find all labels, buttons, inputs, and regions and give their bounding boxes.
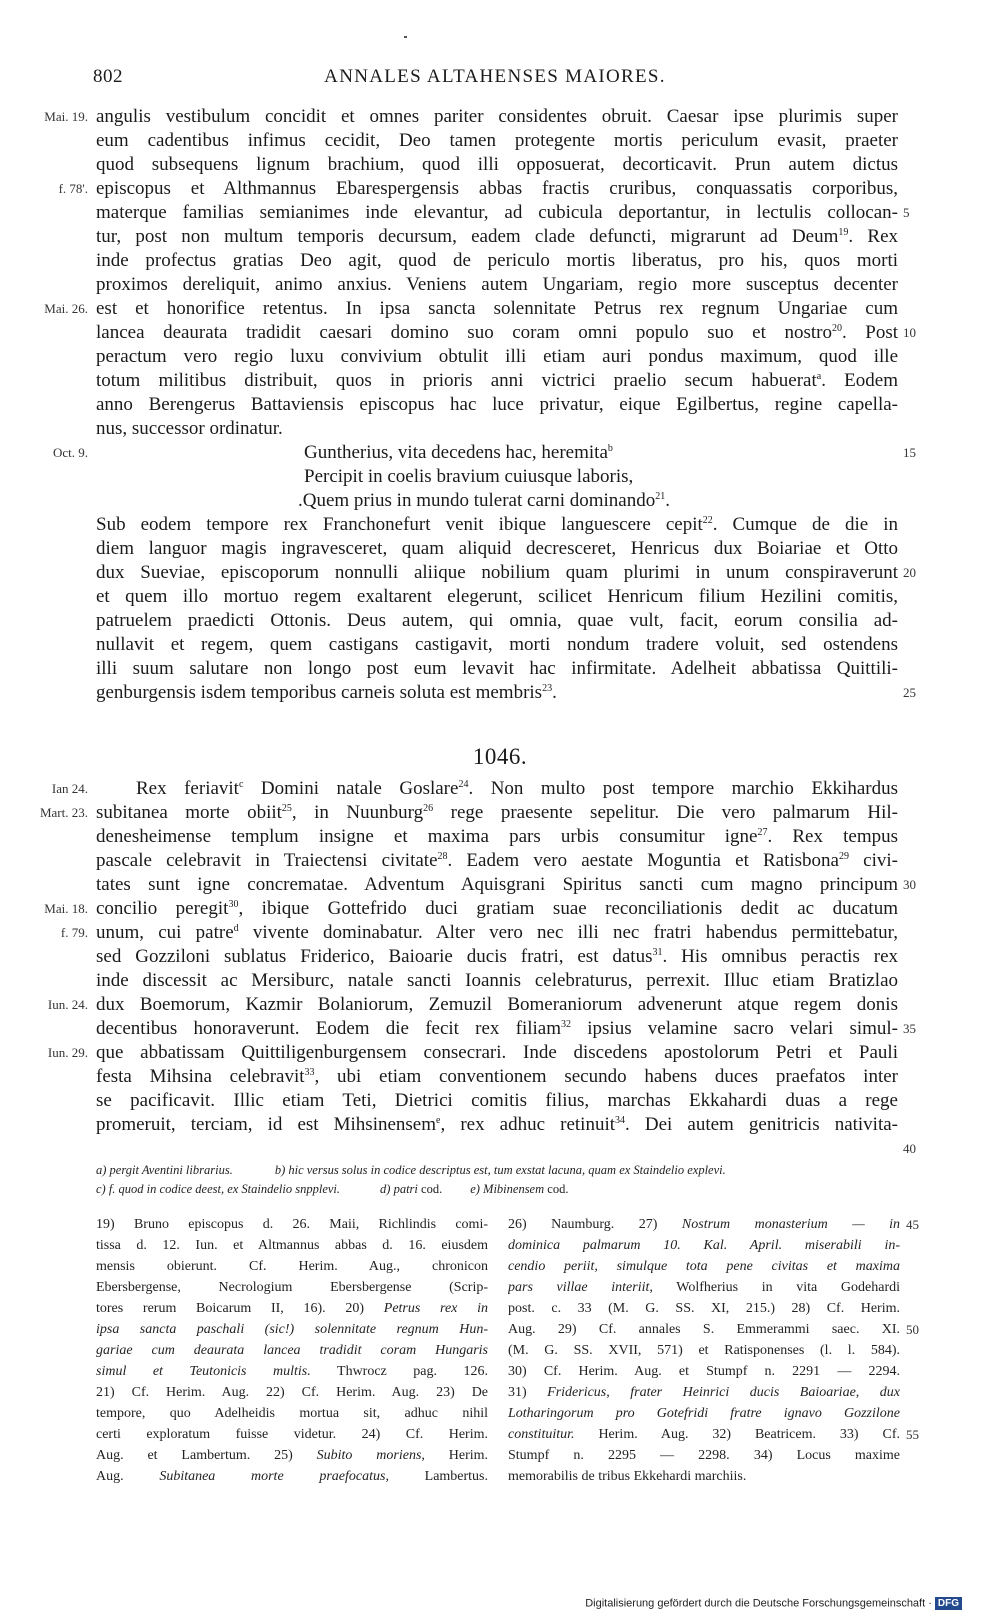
variant-note-line: a) pergit Aventini librarius. b) hic versus solus in codice descriptus est, tum exstat lacuna, quam ex Staindelio explevi. [96, 1163, 726, 1177]
footnote-line: post. c. 33 (M. G. SS. XI, 215.) 28) Cf. Herim. [508, 1301, 900, 1316]
text-line: promeruit, terciam, id est Mihsinensem$^e$, rex adhuc retinuit$^{34}$. Dei autem genitricis nativita- [96, 1114, 898, 1135]
text-line: dux Boemorum, Kazmir Bolaniorum, Zemuzil Bomeraniorum advenerunt atque regem donis [96, 994, 898, 1015]
footnote-line: 31) Fridericus, frater Heinrici ducis Baioariae, dux [508, 1385, 900, 1400]
line-number: 5 [903, 205, 910, 220]
footnote-line-number: 45 [906, 1217, 919, 1232]
footnote-line: tores rerum Boicarum II, 16). 20) Petrus rex in [96, 1301, 488, 1316]
footnote-line: cendio periit, simulque tota pene civitas et maxima [508, 1259, 900, 1274]
line-number: 35 [903, 1021, 916, 1036]
text-line: pascale celebravit in Traiectensi civitate$^{28}$. Eadem vero aestate Moguntia et Ratisbona$^{29}$ civi- [96, 850, 898, 871]
margin-date: f. 79. [60, 925, 88, 940]
text-line: eum cadentibus infimus cecidit, Deo tamen protegente mortis periculum evasit, praeter [96, 130, 898, 151]
text-line: dux Sueviae, episcoporum nonnulli aliique nobilium quam plurimi in unum conspiraverunt [96, 562, 898, 583]
line-number: 30 [903, 877, 916, 892]
year-heading: 1046. [472, 744, 528, 769]
text-line: materque familias semianimes inde elevantur, ad cubicula deportantur, in lectulis collocan- [96, 202, 898, 223]
line-number: 20 [903, 565, 916, 580]
verse-line: .Quem prius in mundo tulerat carni dominando$^{21}$. [298, 490, 670, 511]
page-number: 802 [93, 66, 123, 87]
text-line: Rex feriavit$^c$ Domini natale Goslare$^{24}$. Non multo post tempore marchio Ekkihardus [136, 778, 898, 799]
margin-date: Mai. 19. [44, 109, 88, 124]
text-line: quod subsequens lignum brachium, quod illi opposuerat, decorticavit. Prun autem dictus [96, 154, 898, 175]
text-line: sed Gozziloni sublatus Friderico, Baioarie ducis fratri, est datus$^{31}$. His omnibus peractis rex [96, 946, 898, 967]
footnote-line: Aug. et Lambertum. 25) Subito moriens, Herim. [96, 1448, 488, 1463]
footnote-line: dominica palmarum 10. Kal. April. miserabili in- [508, 1238, 900, 1253]
text-line: que abbatissam Quittiligenburgensem consecrari. Inde discedens apostolorum Petri et Pauli [96, 1042, 898, 1063]
footnote-line: tempore, quo Adelheidis mortua sit, adhuc nihil [96, 1406, 488, 1421]
line-number: 10 [903, 325, 916, 340]
footnote-line: Lotharingorum pro Gotefridi fratre ignavo Gozzilone [508, 1406, 900, 1421]
margin-date: Iun. 29. [47, 1045, 88, 1060]
page-header [93, 66, 897, 96]
running-title: ANNALES ALTAHENSES MAIORES. [324, 66, 666, 87]
footnote-line: constituitur. Herim. Aug. 32) Beatricem. 33) Cf. [508, 1427, 900, 1442]
text-line: se pacificavit. Illic etiam Teti, Dietrici comitis filius, marchas Ekkahardi duas a rege [96, 1090, 898, 1111]
footnote-line: ipsa sancta paschali (sic!) solennitate regnum Hun- [96, 1322, 488, 1337]
line-number: 40 [903, 1141, 916, 1156]
text-line: tates sunt igne concrematae. Adventum Aquisgrani Spiritus sancti cum magno principum [96, 874, 898, 895]
footnote-line: Ebersbergense, Necrologium Ebersbergense (Scrip- [96, 1280, 488, 1295]
text-line: lancea deaurata tradidit caesari domino suo coram omni populo suo et nostro$^{20}$. Post [96, 322, 898, 343]
text-line: festa Mihsina celebravit$^{33}$, ubi etiam conventionem secundo habens duces praefatos inter [96, 1066, 898, 1087]
footnote-line: certi exploratum fuisse videtur. 24) Cf. Herim. [96, 1427, 488, 1442]
text-line: denesheimense templum insigne et maxima pars urbis consumitur igne$^{27}$. Rex tempus [96, 826, 898, 847]
text-line: angulis vestibulum concidit et omnes pariter considentes obruit. Caesar ipse plurimis super [96, 106, 898, 127]
footnote-line: pars villae interiit, Wolfherius in vita Godehardi [508, 1280, 900, 1295]
text-line: illi suum salutare non longo post eum levavit hac infirmitate. Adelheit abbatissa Quittili- [96, 658, 898, 679]
text-line: Sub eodem tempore rex Franchonefurt venit ibique languescere cepit$^{22}$. Cumque de die in [96, 514, 898, 535]
text-line: proximos dereliquit, animo anxius. Veniens autem Ungariam, regio more susceptus decenter [96, 274, 898, 295]
text-line: genburgensis isdem temporibus carneis soluta est membris$^{23}$. [96, 682, 557, 703]
margin-date: Iun. 24. [47, 997, 88, 1012]
footnote-line: Stumpf n. 2295 — 2298. 34) Locus maxime [508, 1448, 900, 1463]
text-line: peractum vero regio luxu convivium obtulit illi etiam auri pondus maximum, quod ille [96, 346, 898, 367]
text-line: inde discessit ac Mersiburc, natale sancti Ioannis celebraturus, perrexit. Illuc etiam Bratizlao [96, 970, 898, 991]
text-line: anno Berengerus Battaviensis episcopus hac luce privatur, eique Egilbertus, regine capella- [96, 394, 898, 415]
dfg-logo: DFG [935, 1597, 962, 1610]
verse-line: Percipit in coelis bravium cuiusque laboris, [304, 466, 634, 487]
variant-note-line: c) f. quod in codice deest, ex Staindelio snpplevi. d) patri cod. e) Mibinensem cod. [96, 1182, 569, 1196]
line-number: 25 [903, 685, 916, 700]
text-line: subitanea morte obiit$^{25}$, in Nuunburg$^{26}$ rege praesente sepelitur. Die vero palmarum Hil- [96, 802, 898, 823]
footnote-line: Aug. Subitanea morte praefocatus, Lambertus. [96, 1469, 488, 1484]
text-line: tur, post non multum temporis decursum, eadem clade defuncti, migrarunt ad Deum$^{19}$. Rex [96, 226, 898, 247]
margin-date: f. 78'. [58, 181, 88, 196]
digitization-credit [585, 1597, 962, 1610]
margin-date: Mai. 26. [44, 301, 88, 316]
text-line: nullavit et regem, quem castigans castigavit, morti nondum tradere voluit, sed ostendens [96, 634, 898, 655]
text-line: totum militibus distribuit, quos in prioris anni victrici praelio secum habuerat$^a$. Eodem [96, 370, 898, 391]
footnote-line: (M. G. SS. XVII, 571) et Ratisponenses (l. l. 584). [508, 1343, 900, 1358]
footnote-line: 19) Bruno episcopus d. 26. Maii, Richlindis comi- [96, 1217, 488, 1232]
margin-date: Ian 24. [51, 781, 88, 796]
text-line: unum, cui patre$^d$ vivente dominabatur. Alter vero nec illi nec fratri habendus permittebatur, [96, 922, 898, 943]
footnote-line: Aug. 29) Cf. annales S. Emmerammi saec. XI. [508, 1322, 900, 1337]
text-line: patruelem praedicti Ottonis. Deus autem, qui omnia, quae vult, facit, eorum consilia ad- [96, 610, 898, 631]
footnote-line: 26) Naumburg. 27) Nostrum monasterium — in [508, 1217, 900, 1232]
text-line: inde profectus gratias Deo agit, quod de periculo mortis liberatus, pro his, quos morti [96, 250, 898, 271]
footnote-line: tissa d. 12. Iun. et Altmannus abbas d. 16. eiusdem [96, 1238, 488, 1253]
text-line: decentibus honoraverunt. Eodem die fecit rex filiam$^{32}$ ipsius velamine sacro velari simul- [96, 1018, 898, 1039]
text-line: diem languor magis ingravesceret, quam aliquid decresceret, Henricus dux Boiariae et Otto [96, 538, 898, 559]
footnote-line: gariae cum deaurata lancea tradidit coram Hungaris [96, 1343, 488, 1358]
text-line: nus, successor ordinatur. [96, 418, 283, 439]
scan-speck [404, 36, 407, 38]
credit-text: Digitalisierung gefördert durch die Deutsche Forschungsgemeinschaft · [585, 1597, 932, 1610]
text-line: est et honorifice retentus. In ipsa sancta solennitate Petrus rex regnum Ungariae cum [96, 298, 898, 319]
footnote-line: simul et Teutonicis multis. Thwrocz pag. 126. [96, 1364, 488, 1379]
text-line: concilio peregit$^{30}$, ibique Gottefrido duci gratiam suae reconciliationis dedit ac ducatum [96, 898, 898, 919]
footnote-line-number: 50 [906, 1322, 919, 1337]
margin-date: Mai. 18. [44, 901, 88, 916]
text-line: et quem illo mortuo regem exaltarent elegerunt, scilicet Henricum filium Hezilini comitis, [96, 586, 898, 607]
footnote-line: memorabilis de tribus Ekkehardi marchiis. [508, 1469, 747, 1484]
margin-date: Mart. 23. [39, 805, 88, 820]
footnote-line-number: 55 [906, 1427, 919, 1442]
footnote-line: mensis obierunt. Cf. Herim. Aug., chronicon [96, 1259, 488, 1274]
margin-date: Oct. 9. [52, 445, 88, 460]
verse-line: Guntherius, vita decedens hac, heremita$^b$ [304, 442, 613, 463]
footnote-line: 21) Cf. Herim. Aug. 22) Cf. Herim. Aug. 23) De [96, 1385, 488, 1400]
text-line: episcopus et Althmannus Ebarespergensis abbas fractis cruribus, conquassatis corporibus, [96, 178, 898, 199]
line-number: 15 [903, 445, 916, 460]
footnote-line: 30) Cf. Herim. Aug. et Stumpf n. 2291 — 2294. [508, 1364, 900, 1379]
